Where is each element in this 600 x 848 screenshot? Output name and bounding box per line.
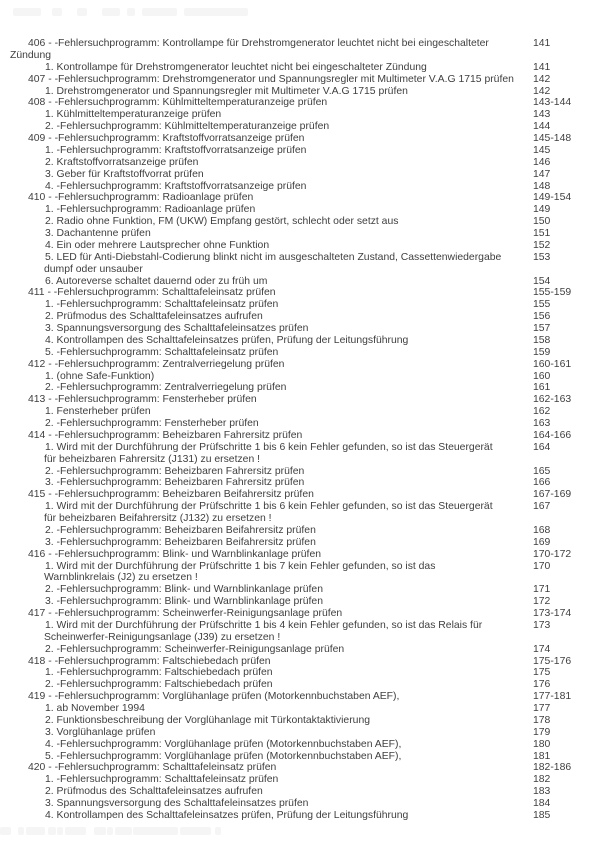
toc-row-text: für beheizbaren Beifahrersitz (J132) zu ersetzen !: [44, 513, 272, 524]
toc-row-text: 3. Geber für Kraftstoffvorrat prüfen: [45, 168, 204, 180]
toc-row-text: 1. Wird mit der Durchführung der Prüfschritte 1 bis 7 kein Fehler gefunden, so ist das: [45, 560, 436, 572]
toc-row-text: 416 - -Fehlersuchprogramm: Blink- und Warnblinkanlage prüfen: [28, 548, 322, 560]
toc-row-page: 174: [533, 643, 551, 655]
faded-footer-text: [57, 827, 63, 835]
faded-header-text: [52, 8, 62, 16]
toc-row: [0, 537, 600, 549]
toc-row: [0, 608, 600, 620]
toc-row-page: 175: [533, 667, 551, 679]
toc-row-page: 167: [533, 501, 551, 513]
faded-footer-text: [94, 827, 106, 835]
toc-row-page: 169: [533, 536, 551, 548]
toc-row: [0, 454, 600, 466]
toc-row-text: Scheinwerfer-Reinigungsanlage (J39) zu ersetzen !: [44, 631, 281, 643]
toc-row: [0, 466, 600, 478]
toc-row-text: 417 - -Fehlersuchprogramm: Scheinwerfer-Reinigungsanlage prüfen: [28, 608, 343, 619]
toc-row-page: 170-172: [533, 548, 572, 560]
toc-row-text: 1. Kontrollampe für Drehstromgenerator leuchtet nicht bei eingeschalteter Zündung: [45, 61, 427, 73]
toc-row-text: dumpf oder unsauber: [44, 263, 143, 275]
toc-row-text: 4. Ein oder mehrere Lautsprecher ohne Funktion: [45, 239, 270, 251]
faded-footer-text: [133, 827, 178, 835]
toc-row: [0, 299, 600, 311]
toc-row: [0, 489, 600, 501]
toc-row-text: 3. -Fehlersuchprogramm: Blink- und Warnblinkanlage prüfen: [45, 596, 323, 608]
toc-row: [0, 121, 600, 133]
toc-row-page: 161: [533, 382, 551, 394]
toc-row: [0, 323, 600, 335]
toc-row-page: 153: [533, 251, 551, 263]
toc-row: [0, 204, 600, 216]
toc-row-page: 165: [533, 465, 551, 477]
toc-row-text: 1. Fensterheber prüfen: [45, 406, 151, 418]
toc-row-text: 3. Spannungsversorgung des Schalttafeleinsatzes prüfen: [45, 323, 309, 334]
toc-row-page: 162: [533, 406, 551, 418]
toc-row-page: 176: [533, 679, 551, 691]
toc-row-text: 4. -Fehlersuchprogramm: Kraftstoffvorratsanzeige prüfen: [45, 180, 307, 192]
toc-row-text: 408 - -Fehlersuchprogramm: Kühlmitteltemperaturanzeige prüfen: [28, 97, 328, 109]
toc-row-page: 158: [533, 334, 551, 346]
toc-row-page: 151: [533, 228, 551, 239]
toc-row-page: 172: [533, 596, 551, 608]
toc-row: [0, 145, 600, 157]
toc-row-page: 178: [533, 714, 551, 726]
toc-row-page: 141: [533, 38, 551, 49]
toc-row-page: 147: [533, 168, 551, 180]
toc-row: [0, 311, 600, 323]
toc-row-text: 410 - -Fehlersuchprogramm: Radioanlage prüfen: [28, 192, 254, 204]
toc-row-text: 411 - -Fehlersuchprogramm: Schalttafeleinsatz prüfen: [28, 287, 276, 299]
toc-row-page: 143: [533, 109, 551, 121]
toc-row: [0, 38, 600, 50]
toc-row: [0, 727, 600, 739]
toc-row: [0, 703, 600, 715]
toc-row: [0, 549, 600, 561]
toc-row: [0, 501, 600, 513]
toc-row-text: 6. Autoreverse schaltet dauernd oder zu früh um: [45, 275, 268, 287]
toc-row-text: 2. -Fehlersuchprogramm: Scheinwerfer-Reinigungsanlage prüfen: [45, 643, 345, 655]
toc-row-page: 168: [533, 524, 551, 536]
toc-row: [0, 786, 600, 798]
toc-row: [0, 572, 600, 584]
toc-row-page: 166: [533, 477, 551, 489]
toc-row-text: 3. Dachantenne prüfen: [45, 228, 151, 239]
toc-row-page: 155-159: [533, 287, 572, 299]
toc-row: [0, 715, 600, 727]
toc-row-page: 145-148: [533, 133, 572, 144]
toc-row-text: 2. -Fehlersuchprogramm: Beheizbaren Beifahrersitz prüfen: [45, 524, 316, 536]
toc-row: [0, 632, 600, 644]
toc-row: [0, 74, 600, 86]
toc-row-text: 1. ab November 1994: [45, 703, 145, 714]
toc-row-text: 3. Vorglühanlage prüfen: [45, 726, 156, 738]
faded-footer-text: [107, 827, 113, 835]
toc-row-page: 183: [533, 786, 551, 798]
toc-row-text: 5. -Fehlersuchprogramm: Vorglühanlage prüfen (Motorkennbuchstaben AEF),: [45, 750, 402, 762]
toc-row-text: 409 - -Fehlersuchprogramm: Kraftstoffvorratsanzeige prüfen: [28, 133, 305, 144]
toc-row-page: 164: [533, 441, 551, 453]
toc-row-text: für beheizbaren Fahrersitz (J131) zu ersetzen !: [44, 453, 260, 465]
faded-footer-text: [115, 827, 132, 835]
toc-row: [0, 169, 600, 181]
toc-row: [0, 394, 600, 406]
toc-row: [0, 644, 600, 656]
toc-row-page: 182: [533, 774, 551, 786]
toc-row: [0, 216, 600, 228]
toc-row-page: 185: [533, 809, 551, 821]
toc-row-text: 407 - -Fehlersuchprogramm: Drehstromgenerator und Spannungsregler mit Multimeter V.A.G 1715 prüfen: [28, 73, 514, 85]
toc-row-text: 1. -Fehlersuchprogramm: Faltschiebedach prüfen: [45, 667, 273, 679]
faded-header-text: [102, 8, 120, 16]
toc-row-page: 150: [533, 216, 551, 228]
toc-row: [0, 739, 600, 751]
toc-row-page: 184: [533, 798, 551, 809]
toc-row-text: 1. Wird mit der Durchführung der Prüfschritte 1 bis 4 kein Fehler gefunden, so ist das Relais für: [45, 619, 483, 631]
toc-row: [0, 561, 600, 573]
toc-row-text: 2. -Fehlersuchprogramm: Beheizbaren Fahrersitz prüfen: [45, 465, 305, 477]
toc-row: [0, 252, 600, 264]
toc-row-page: 167-169: [533, 489, 572, 501]
toc-row: [0, 679, 600, 691]
toc-row-page: 145: [533, 144, 551, 156]
toc-row: [0, 276, 600, 288]
toc-row-text: 1. -Fehlersuchprogramm: Radioanlage prüfen: [45, 204, 256, 216]
toc-row-page: 173-174: [533, 608, 572, 619]
toc-row-text: 2. -Fehlersuchprogramm: Zentralverriegelung prüfen: [45, 382, 287, 394]
toc-row-page: 179: [533, 726, 551, 738]
toc-row-page: 182-186: [533, 762, 572, 774]
toc-row: [0, 667, 600, 679]
toc-row: [0, 335, 600, 347]
toc-row-text: 413 - -Fehlersuchprogramm: Fensterheber prüfen: [28, 394, 257, 406]
toc-row-page: 156: [533, 311, 551, 323]
toc-row-page: 177-181: [533, 691, 572, 703]
faded-footer-text: [180, 827, 211, 835]
toc-row-text: 419 - -Fehlersuchprogramm: Vorglühanlage prüfen (Motorkennbuchstaben AEF),: [28, 691, 400, 703]
toc-row: [0, 97, 600, 109]
toc-row-text: 4. -Fehlersuchprogramm: Vorglühanlage prüfen (Motorkennbuchstaben AEF),: [45, 738, 402, 750]
toc-row-text: 406 - -Fehlersuchprogramm: Kontrollampe für Drehstromgenerator leuchtet nicht bei eingeschalteter: [28, 38, 489, 49]
toc-row-page: 177: [533, 703, 551, 714]
faded-footer-text: [48, 827, 56, 835]
toc-row: [0, 264, 600, 276]
toc-row: [0, 86, 600, 98]
toc-row-text: 1. -Fehlersuchprogramm: Schalttafeleinsatz prüfen: [45, 774, 279, 786]
toc-row-page: 143-144: [533, 97, 572, 109]
faded-footer-text: [0, 827, 11, 835]
toc-row: [0, 50, 600, 62]
toc-row-text: 3. -Fehlersuchprogramm: Beheizbaren Beifahrersitz prüfen: [45, 536, 316, 548]
toc-row: [0, 477, 600, 489]
toc-row-text: 2. Prüfmodus des Schalttafeleinsatzes aufrufen: [45, 786, 263, 798]
toc-row-page: 141: [533, 61, 551, 73]
toc-row: [0, 774, 600, 786]
toc-row: [0, 656, 600, 668]
toc-row: [0, 287, 600, 299]
toc-row: [0, 240, 600, 252]
toc-row-text: 5. LED für Anti-Diebstahl-Codierung blinkt nicht im ausgeschalteten Zustand, Cassettenwiedergabe: [45, 251, 502, 263]
toc-row: [0, 762, 600, 774]
toc-row-text: 2. Funktionsbeschreibung der Vorglühanlage mit Türkontaktaktivierung: [45, 714, 370, 726]
toc-row-text: 418 - -Fehlersuchprogramm: Faltschiebedach prüfen: [28, 655, 271, 667]
toc-row-text: 412 - -Fehlersuchprogramm: Zentralverriegelung prüfen: [28, 358, 285, 370]
toc-row-page: 149-154: [533, 192, 572, 204]
toc-row-page: 162-163: [533, 394, 572, 406]
faded-header-text: [184, 8, 248, 16]
faded-header-text: [142, 8, 177, 16]
toc-row: [0, 596, 600, 608]
faded-header-text: [127, 8, 135, 16]
toc-row-text: 1. (ohne Safe-Funktion): [45, 370, 155, 382]
toc-row-text: 3. Spannungsversorgung des Schalttafeleinsatzes prüfen: [45, 798, 309, 809]
faded-footer-text: [215, 827, 221, 835]
toc-row-text: Warnblinkrelais (J2) zu ersetzen !: [44, 572, 198, 584]
toc-row: [0, 347, 600, 359]
toc-row-page: 170: [533, 560, 551, 572]
toc-row-page: 163: [533, 418, 551, 429]
toc-row: [0, 228, 600, 240]
toc-row-page: 152: [533, 239, 551, 251]
toc-row-text: 2. -Fehlersuchprogramm: Fensterheber prüfen: [45, 418, 259, 429]
toc-row-text: 5. -Fehlersuchprogramm: Schalttafeleinsatz prüfen: [45, 346, 279, 358]
toc-row-page: 149: [533, 204, 551, 216]
toc-row: [0, 371, 600, 383]
toc-row-page: 180: [533, 738, 551, 750]
toc-row: [0, 157, 600, 169]
toc-row-text: 1. Wird mit der Durchführung der Prüfschritte 1 bis 6 kein Fehler gefunden, so ist das Steuergerät: [45, 501, 493, 513]
toc-row-text: 414 - -Fehlersuchprogramm: Beheizbaren Fahrersitz prüfen: [28, 429, 303, 441]
toc-row: [0, 359, 600, 371]
toc-row: [0, 691, 600, 703]
toc-row: [0, 810, 600, 822]
toc-row-text: 1. Kühlmitteltemperaturanzeige prüfen: [45, 109, 222, 121]
toc-row: [0, 430, 600, 442]
toc-row-text: 415 - -Fehlersuchprogramm: Beheizbaren Beifahrersitz prüfen: [28, 489, 314, 501]
toc-row-text: 2. Radio ohne Funktion, FM (UKW) Empfang gestört, schlecht oder setzt aus: [45, 216, 399, 228]
toc-row: [0, 181, 600, 193]
toc-row-text: 1. Drehstromgenerator und Spannungsregler mit Multimeter V.A.G 1715 prüfen: [45, 85, 408, 97]
toc-row-page: 159: [533, 346, 551, 358]
toc-row-page: 157: [533, 323, 551, 334]
toc-row-page: 160: [533, 370, 551, 382]
toc-list: [0, 38, 600, 822]
toc-row-text: 2. Kraftstoffvorratsanzeige prüfen: [45, 156, 199, 168]
toc-row-page: 160-161: [533, 358, 572, 370]
toc-row-page: 142: [533, 73, 551, 85]
toc-row-text: 1. Wird mit der Durchführung der Prüfschritte 1 bis 6 kein Fehler gefunden, so ist das Steuergerät: [45, 441, 493, 453]
toc-row: [0, 382, 600, 394]
toc-row-text: 1. -Fehlersuchprogramm: Kraftstoffvorratsanzeige prüfen: [45, 144, 307, 156]
toc-row-text: 1. -Fehlersuchprogramm: Schalttafeleinsatz prüfen: [45, 299, 279, 311]
toc-row-text: 4. Kontrollampen des Schalttafeleinsatzes prüfen, Prüfung der Leitungsführung: [45, 334, 409, 346]
toc-row: [0, 62, 600, 74]
toc-row-page: 154: [533, 275, 551, 287]
toc-row-text: 4. Kontrollampen des Schalttafeleinsatzes prüfen, Prüfung der Leitungsführung: [45, 809, 409, 821]
toc-row-page: 171: [533, 584, 551, 596]
toc-row-text: Zündung: [10, 49, 52, 61]
toc-row-page: 164-166: [533, 429, 572, 441]
toc-row: [0, 798, 600, 810]
toc-row: [0, 751, 600, 763]
toc-row-text: 2. -Fehlersuchprogramm: Kühlmitteltemperaturanzeige prüfen: [45, 121, 330, 133]
toc-row-page: 144: [533, 121, 551, 133]
toc-row: [0, 418, 600, 430]
toc-row: [0, 513, 600, 525]
toc-row-page: 173: [533, 619, 551, 631]
toc-row: [0, 109, 600, 121]
toc-row: [0, 620, 600, 632]
toc-row-page: 146: [533, 156, 551, 168]
faded-footer-text: [65, 827, 86, 835]
toc-row: [0, 584, 600, 596]
toc-row-text: 2. Prüfmodus des Schalttafeleinsatzes aufrufen: [45, 311, 263, 323]
toc-row-page: 148: [533, 180, 551, 192]
toc-row: [0, 525, 600, 537]
toc-row-text: 2. -Fehlersuchprogramm: Faltschiebedach prüfen: [45, 679, 273, 691]
toc-row: [0, 192, 600, 204]
toc-row-page: 155: [533, 299, 551, 311]
toc-row: [0, 406, 600, 418]
toc-row: [0, 442, 600, 454]
toc-row-page: 175-176: [533, 655, 572, 667]
faded-footer-text: [26, 827, 45, 835]
toc-row-page: 181: [533, 750, 551, 762]
toc-row-page: 142: [533, 85, 551, 97]
faded-footer-text: [18, 827, 24, 835]
toc-row: [0, 133, 600, 145]
toc-row-text: 2. -Fehlersuchprogramm: Blink- und Warnblinkanlage prüfen: [45, 584, 323, 596]
toc-row-text: 3. -Fehlersuchprogramm: Beheizbaren Fahrersitz prüfen: [45, 477, 305, 489]
toc-row-text: 420 - -Fehlersuchprogramm: Schalttafeleinsatz prüfen: [28, 762, 277, 774]
faded-header-text: [77, 8, 87, 16]
faded-header-text: [13, 8, 41, 16]
